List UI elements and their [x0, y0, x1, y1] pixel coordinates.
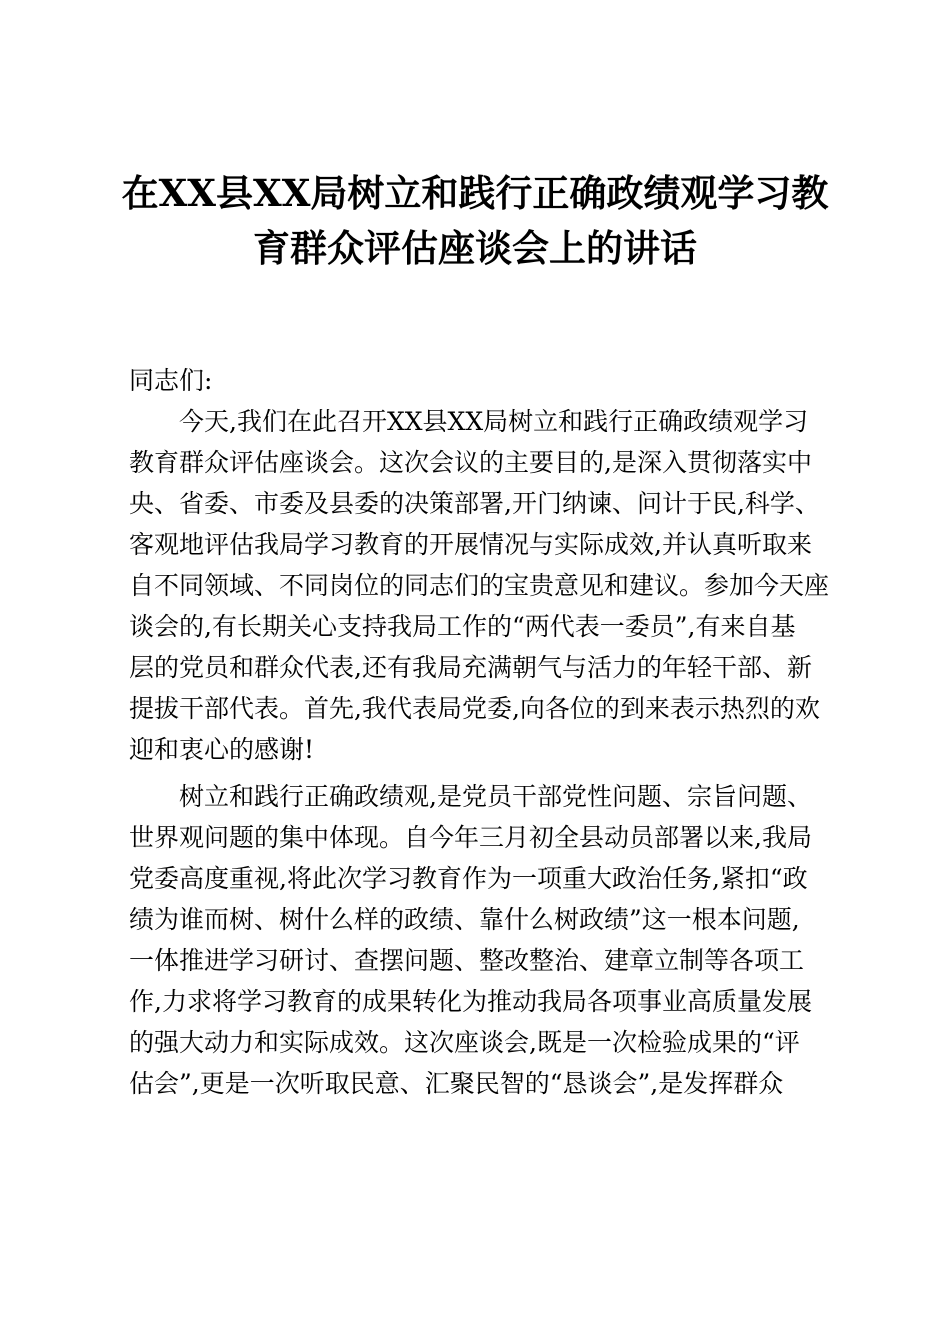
- title-line-1: 在XX县XX局树立和践行正确政绩观学习教: [121, 171, 829, 215]
- paragraph-line: 客观地评估我局学习教育的开展情况与实际成效,并认真听取来: [129, 530, 812, 559]
- title-line-2: 育群众评估座谈会上的讲话: [253, 226, 697, 270]
- paragraph-line: 提拔干部代表。首先,我代表局党委,向各位的到来表示热烈的欢: [129, 694, 820, 723]
- paragraph-line: 党委高度重视,将此次学习教育作为一项重大政治任务,紧扣“政: [129, 864, 808, 893]
- paragraph-line: 迎和衷心的感谢!: [129, 735, 315, 764]
- document-title: [60, 166, 890, 276]
- paragraph-line: 教育群众评估座谈会。这次会议的主要目的,是深入贯彻落实中: [129, 448, 812, 477]
- paragraph-line: 层的党员和群众代表,还有我局充满朝气与活力的年轻干部、新: [129, 653, 812, 682]
- paragraph-line: 作,力求将学习教育的成果转化为推动我局各项事业高质量发展: [129, 987, 812, 1016]
- paragraph-line: 谈会的,有长期关心支持我局工作的“两代表一委员”,有来自基: [129, 612, 796, 641]
- paragraph-line: 的强大动力和实际成效。这次座谈会,既是一次检验成果的“评: [129, 1028, 800, 1057]
- paragraph-1: [129, 401, 834, 770]
- paragraph-line: 一体推进学习研讨、查摆问题、整改整治、建章立制等各项工: [129, 946, 805, 975]
- paragraph-line: 自不同领域、不同岗位的同志们的宝贵意见和建议。参加今天座: [129, 571, 830, 600]
- salutation: 同志们:: [129, 366, 213, 395]
- paragraph-2: [129, 776, 834, 1104]
- paragraph-line: 估会”,更是一次听取民意、汇聚民智的“恳谈会”,是发挥群众: [129, 1069, 784, 1098]
- paragraph-line: 央、省委、市委及县委的决策部署,开门纳谏、问计于民,科学、: [129, 489, 820, 518]
- paragraph-line: 树立和践行正确政绩观,是党员干部党性问题、宗旨问题、: [179, 782, 812, 811]
- paragraph-line: 绩为谁而树、树什么样的政绩、靠什么树政绩”这一根本问题,: [129, 905, 800, 934]
- document-body: [129, 360, 834, 1104]
- paragraph-line: 世界观问题的集中体现。自今年三月初全县动员部署以来,我局: [129, 823, 812, 852]
- paragraph-line: 今天,我们在此召开XX县XX局树立和践行正确政绩观学习: [179, 407, 809, 436]
